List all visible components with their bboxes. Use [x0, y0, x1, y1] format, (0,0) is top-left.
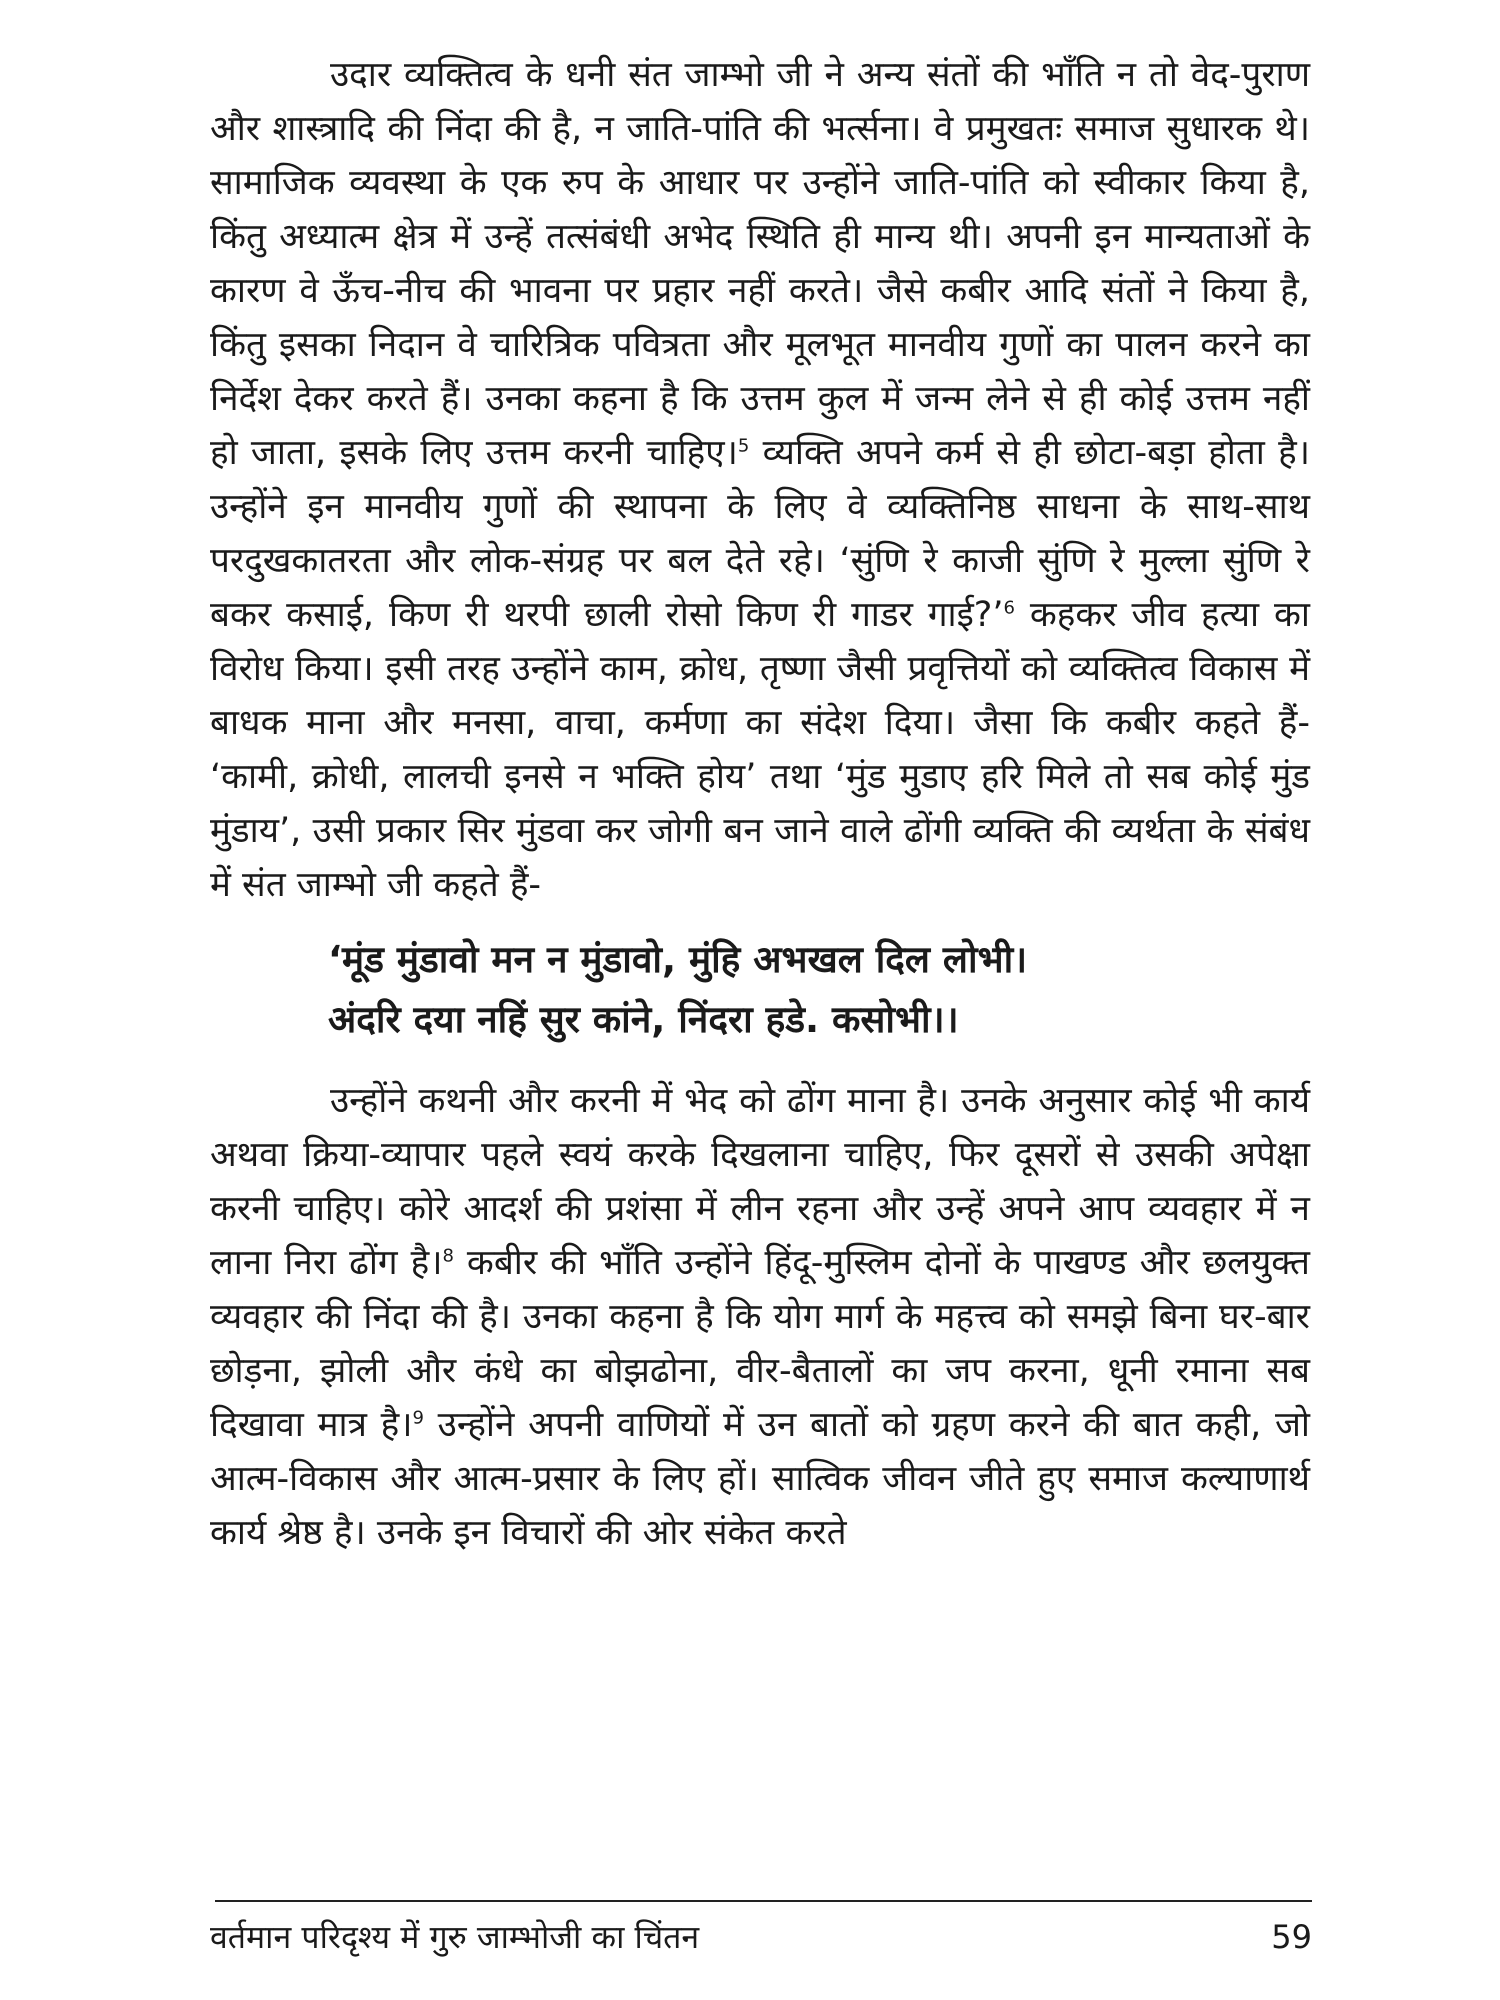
paragraph-1-text-c: कहकर जीव हत्या का विरोध किया। इसी तरह उन्होंने काम, क्रोध, तृष्णा जैसी प्रवृत्तियों को व्यक्तित्व विकास में बाधक माना और मनसा, वाचा, कर्मणा का संदेश दिया। जैसा कि कबीर कहते हैं- ‘कामी, क्रोधी, लालची इनसे न भक्ति होय’ तथा ‘मुंड मुडाए हरि मिले तो सब कोई मुंड मुंडाय’, उसी प्रकार सिर मुंडवा कर जोगी बन जाने वाले ढोंगी व्यक्ति की व्यर्थता के संबंध में संत जाम्भो जी कहते हैं- [210, 595, 1310, 905]
page-body [210, 48, 1310, 1560]
footnote-ref-5: 5 [737, 435, 750, 457]
verse-line-2: अंदरि दया नहिं सुर कांने, निंदरा हडे. कसोभी।। [328, 998, 959, 1041]
book-title: वर्तमान परिदृश्य में गुरु जाम्भोजी का चिंतन [210, 1918, 700, 1956]
paragraph-1-text-b: व्यक्ति अपने कर्म से ही छोटा-बड़ा होता है। उन्होंने इन मानवीय गुणों की स्थापना के लिए वे व्यक्तिनिष्ठ साधना के साथ-साथ परदुखकातरता और लोक-संग्रह पर बल देते रहे। ‘सुंणि रे काजी सुंणि रे मुल्ला सुंणि रे बकर कसाई, किण री थरपी छाली रोसो किण री गाडर गाई?’ [210, 433, 1310, 635]
verse-line-1: ‘मूंड मुंडावो मन न मुंडावो, मुंहि अभखल दिल लोभी। [328, 938, 1028, 981]
paragraph-1-text-a: उदार व्यक्तित्व के धनी संत जाम्भो जी ने अन्य संतों की भाँति न तो वेद-पुराण और शास्त्रादि की निंदा की है, न जाति-पांति की भर्त्सना। वे प्रमुखतः समाज सुधारक थे। सामाजिक व्यवस्था के एक रुप के आधार पर उन्होंने जाति-पांति को स्वीकार किया है, किंतु अध्यात्म क्षेत्र में उन्हें तत्संबंधी अभेद स्थिति ही मान्य थी। अपनी इन मान्यताओं के कारण वे ऊँच-नीच की भावना पर प्रहार नहीं करते। जैसे कबीर आदि संतों ने किया है, किंतु इसका निदान वे चारित्रिक पवित्रता और मूलभूत मानवीय गुणों का पालन करने का निर्देश देकर करते हैं। उनका कहना है कि उत्तम कुल में जन्म लेने से ही कोई उत्तम नहीं हो जाता, इसके लिए उत्तम करनी चाहिए। [210, 55, 1310, 473]
paragraph-2-text-a: उन्होंने कथनी और करनी में भेद को ढोंग माना है। उनके अनुसार कोई भी कार्य अथवा क्रिया-व्यापार पहले स्वयं करके दिखलाना चाहिए, फिर दूसरों से उसकी अपेक्षा करनी चाहिए। कोरे आदर्श की प्रशंसा में लीन रहना और उन्हें अपने आप व्यवहार में न लाना निरा ढोंग है। [210, 1081, 1310, 1283]
page-footer [210, 1914, 1312, 1964]
paragraph-2-text-c: उन्होंने अपनी वाणियों में उन बातों को ग्रहण करने की बात कही, जो आत्म-विकास और आत्म-प्रसार के लिए हों। सात्विक जीवन जीते हुए समाज कल्याणार्थ कार्य श्रेष्ठ है। उनके इन विचारों की ओर संकेत करते [210, 1405, 1310, 1553]
footnote-ref-9: 9 [412, 1407, 424, 1429]
footnote-ref-6: 6 [1003, 597, 1015, 619]
paragraph-2-text-b: कबीर की भाँति उन्होंने हिंदू-मुस्लिम दोनों के पाखण्ड और छलयुक्त व्यवहार की निंदा की है। उनका कहना है कि योग मार्ग के महत्त्व को समझे बिना घर-बार छोड़ना, झोली और कंधे का बोझढोना, वीर-बैतालों का जप करना, धूनी रमाना सब दिखावा मात्र है। [210, 1243, 1311, 1445]
footer-divider [215, 1900, 1312, 1902]
paragraph-2 [210, 1074, 1310, 1560]
verse-quote [210, 930, 1310, 1050]
footnote-ref-8: 8 [442, 1245, 454, 1267]
paragraph-1 [210, 48, 1310, 912]
page-number: 59 [1271, 1918, 1312, 1956]
